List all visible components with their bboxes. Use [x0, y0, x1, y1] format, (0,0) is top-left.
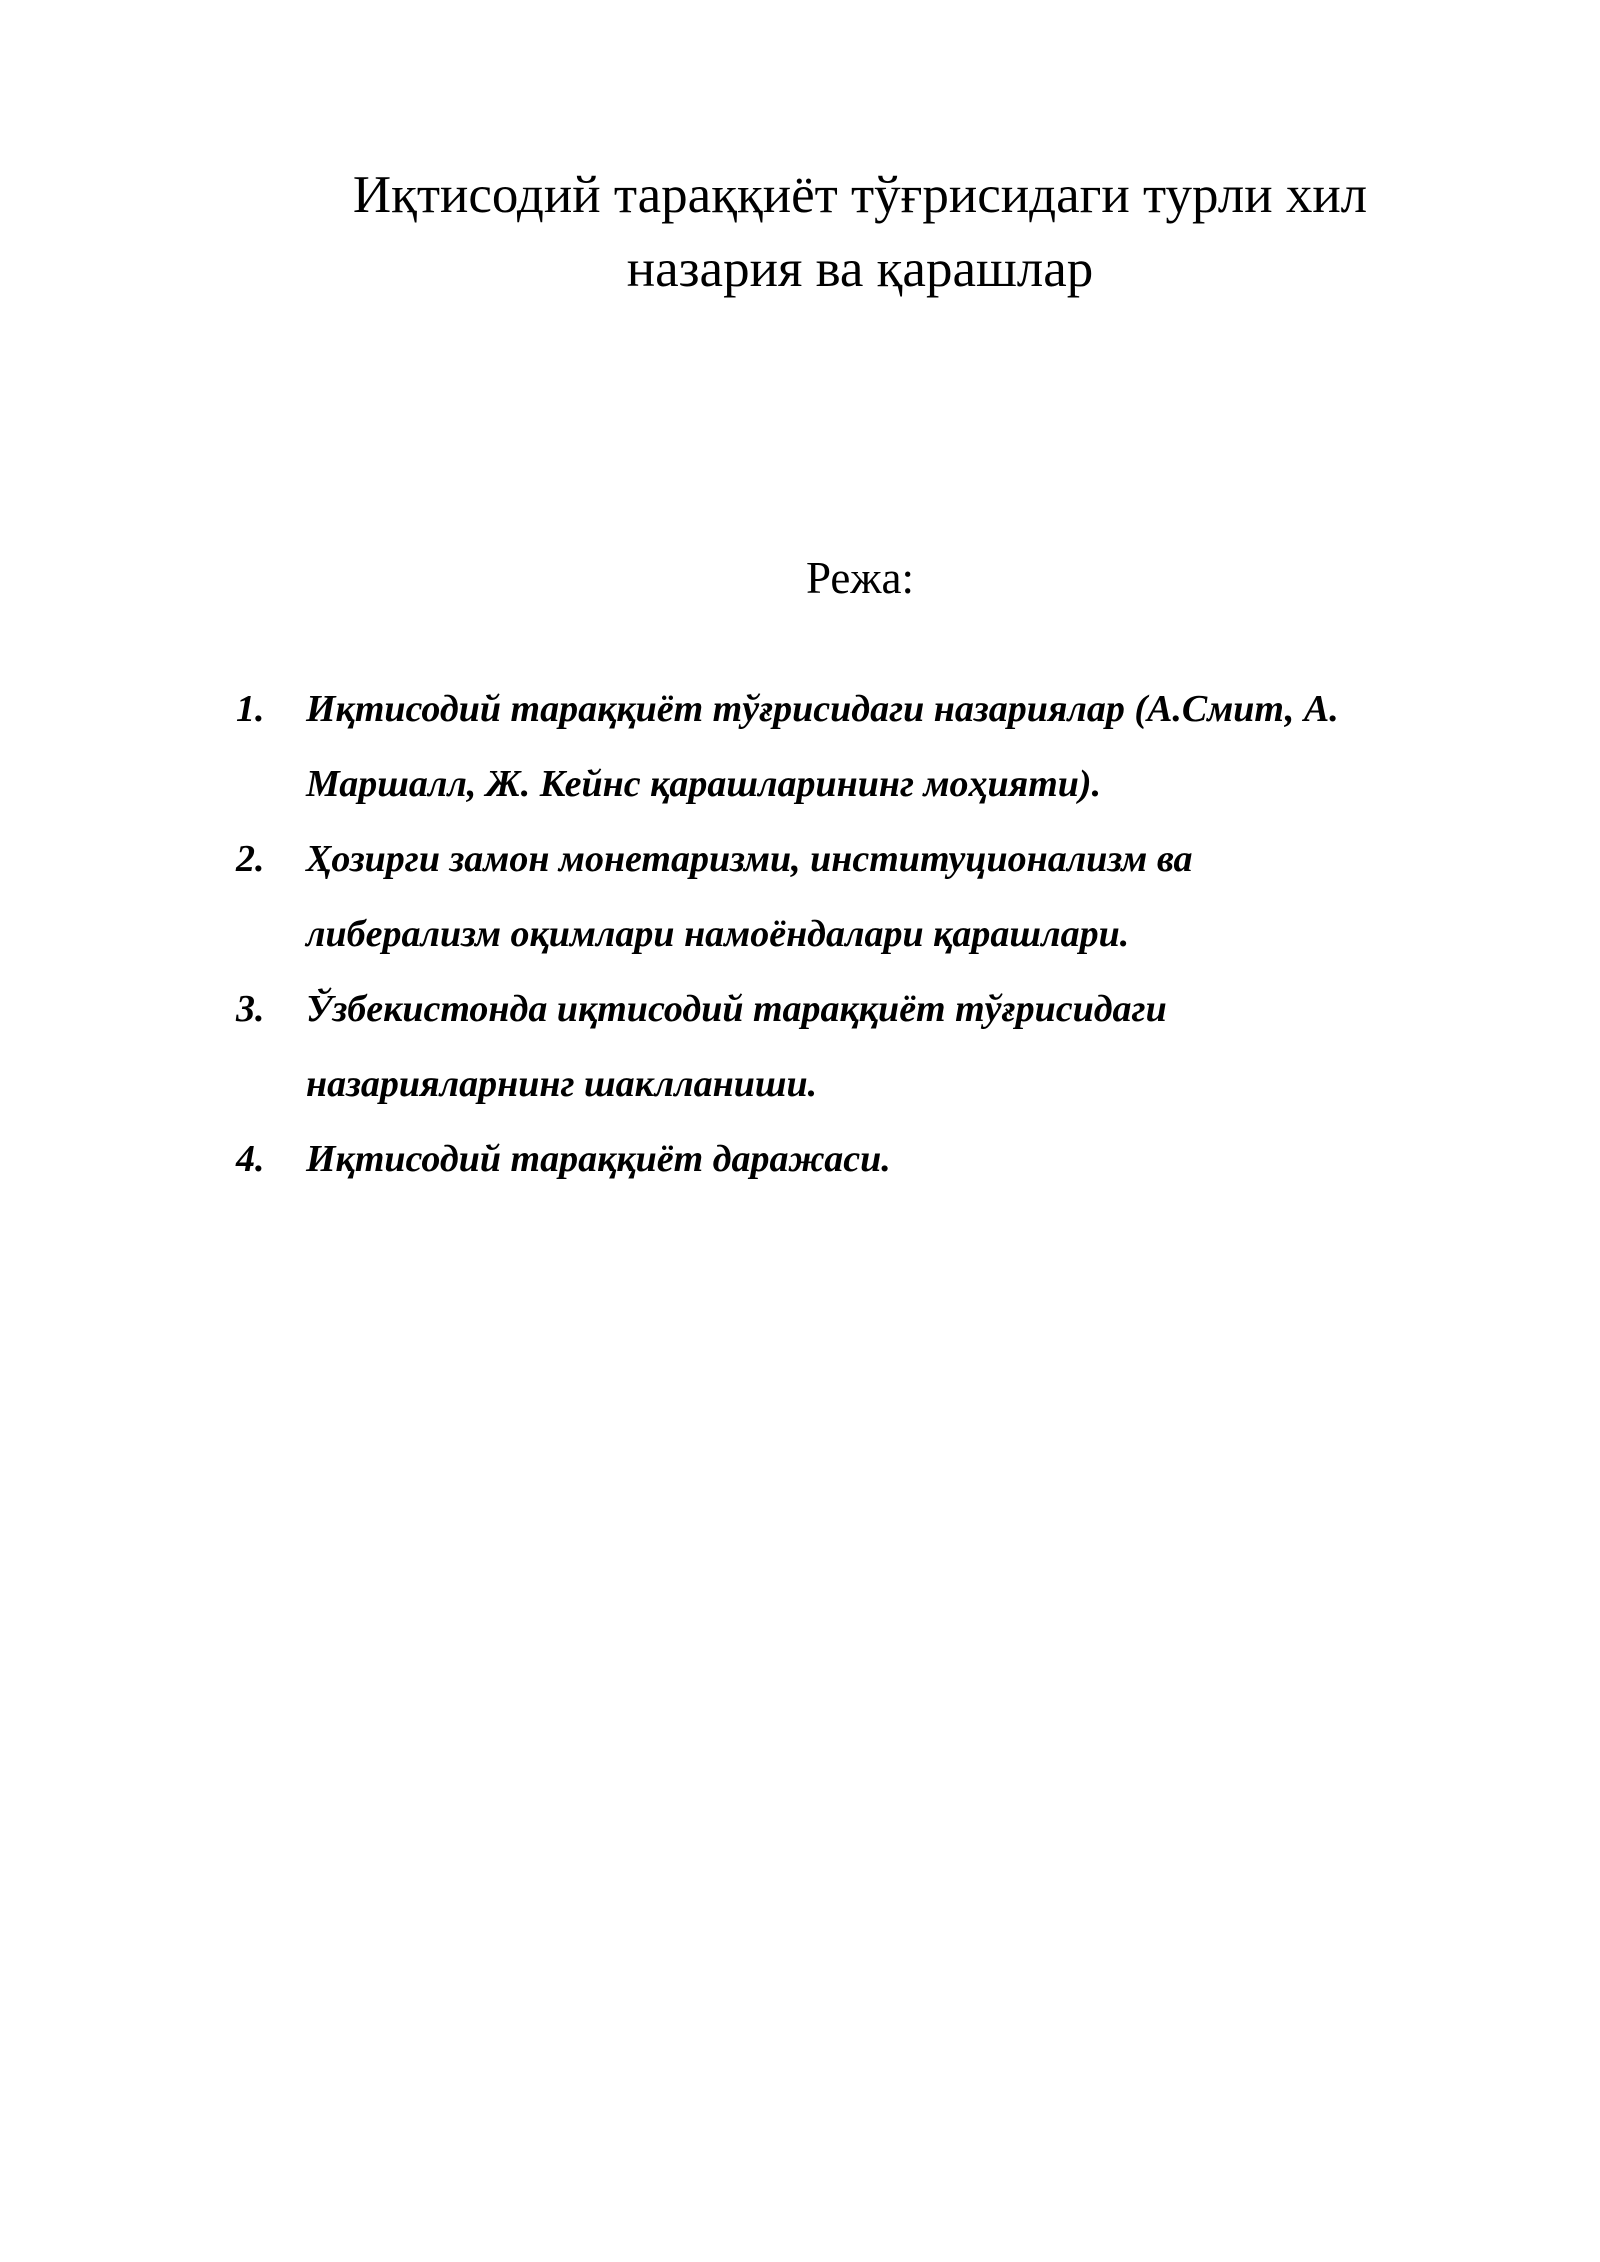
plan-item-text-line: Ҳозирги замон монетаризми, институционализм ва	[306, 838, 1193, 880]
plan-item-2	[236, 822, 1526, 972]
plan-item-1	[236, 672, 1526, 822]
plan-list	[236, 672, 1526, 1197]
plan-item-text-line: назарияларнинг шаклланиши.	[306, 1063, 818, 1105]
title-line-1: Иқтисодий тараққиёт тўғрисидаги турли хил	[352, 166, 1368, 224]
plan-item-number: 1.	[236, 688, 265, 730]
plan-item-number: 4.	[236, 1138, 265, 1180]
plan-item-number: 2.	[236, 838, 265, 880]
plan-item-text-line: Ўзбекистонда иқтисодий тараққиёт тўғрисидаги	[306, 988, 1167, 1030]
plan-item-4	[236, 1122, 1526, 1197]
title-line-2: назария ва қарашлар	[626, 240, 1094, 298]
plan-item-text-line: Иқтисодий тараққиёт тўғрисидаги назариялар (А.Смит, А.	[306, 688, 1339, 730]
plan-item-3	[236, 972, 1526, 1122]
plan-item-text-line: либерализм оқимлари намоёндалари қарашлари.	[306, 913, 1130, 955]
plan-item-text-line: Иқтисодий тараққиёт даражаси.	[306, 1138, 891, 1180]
plan-heading: Режа:	[806, 553, 914, 603]
plan-item-text-line: Маршалл, Ж. Кейнс қарашларининг моҳияти).	[306, 763, 1102, 805]
plan-item-number: 3.	[236, 988, 265, 1030]
document-title	[300, 158, 1420, 306]
